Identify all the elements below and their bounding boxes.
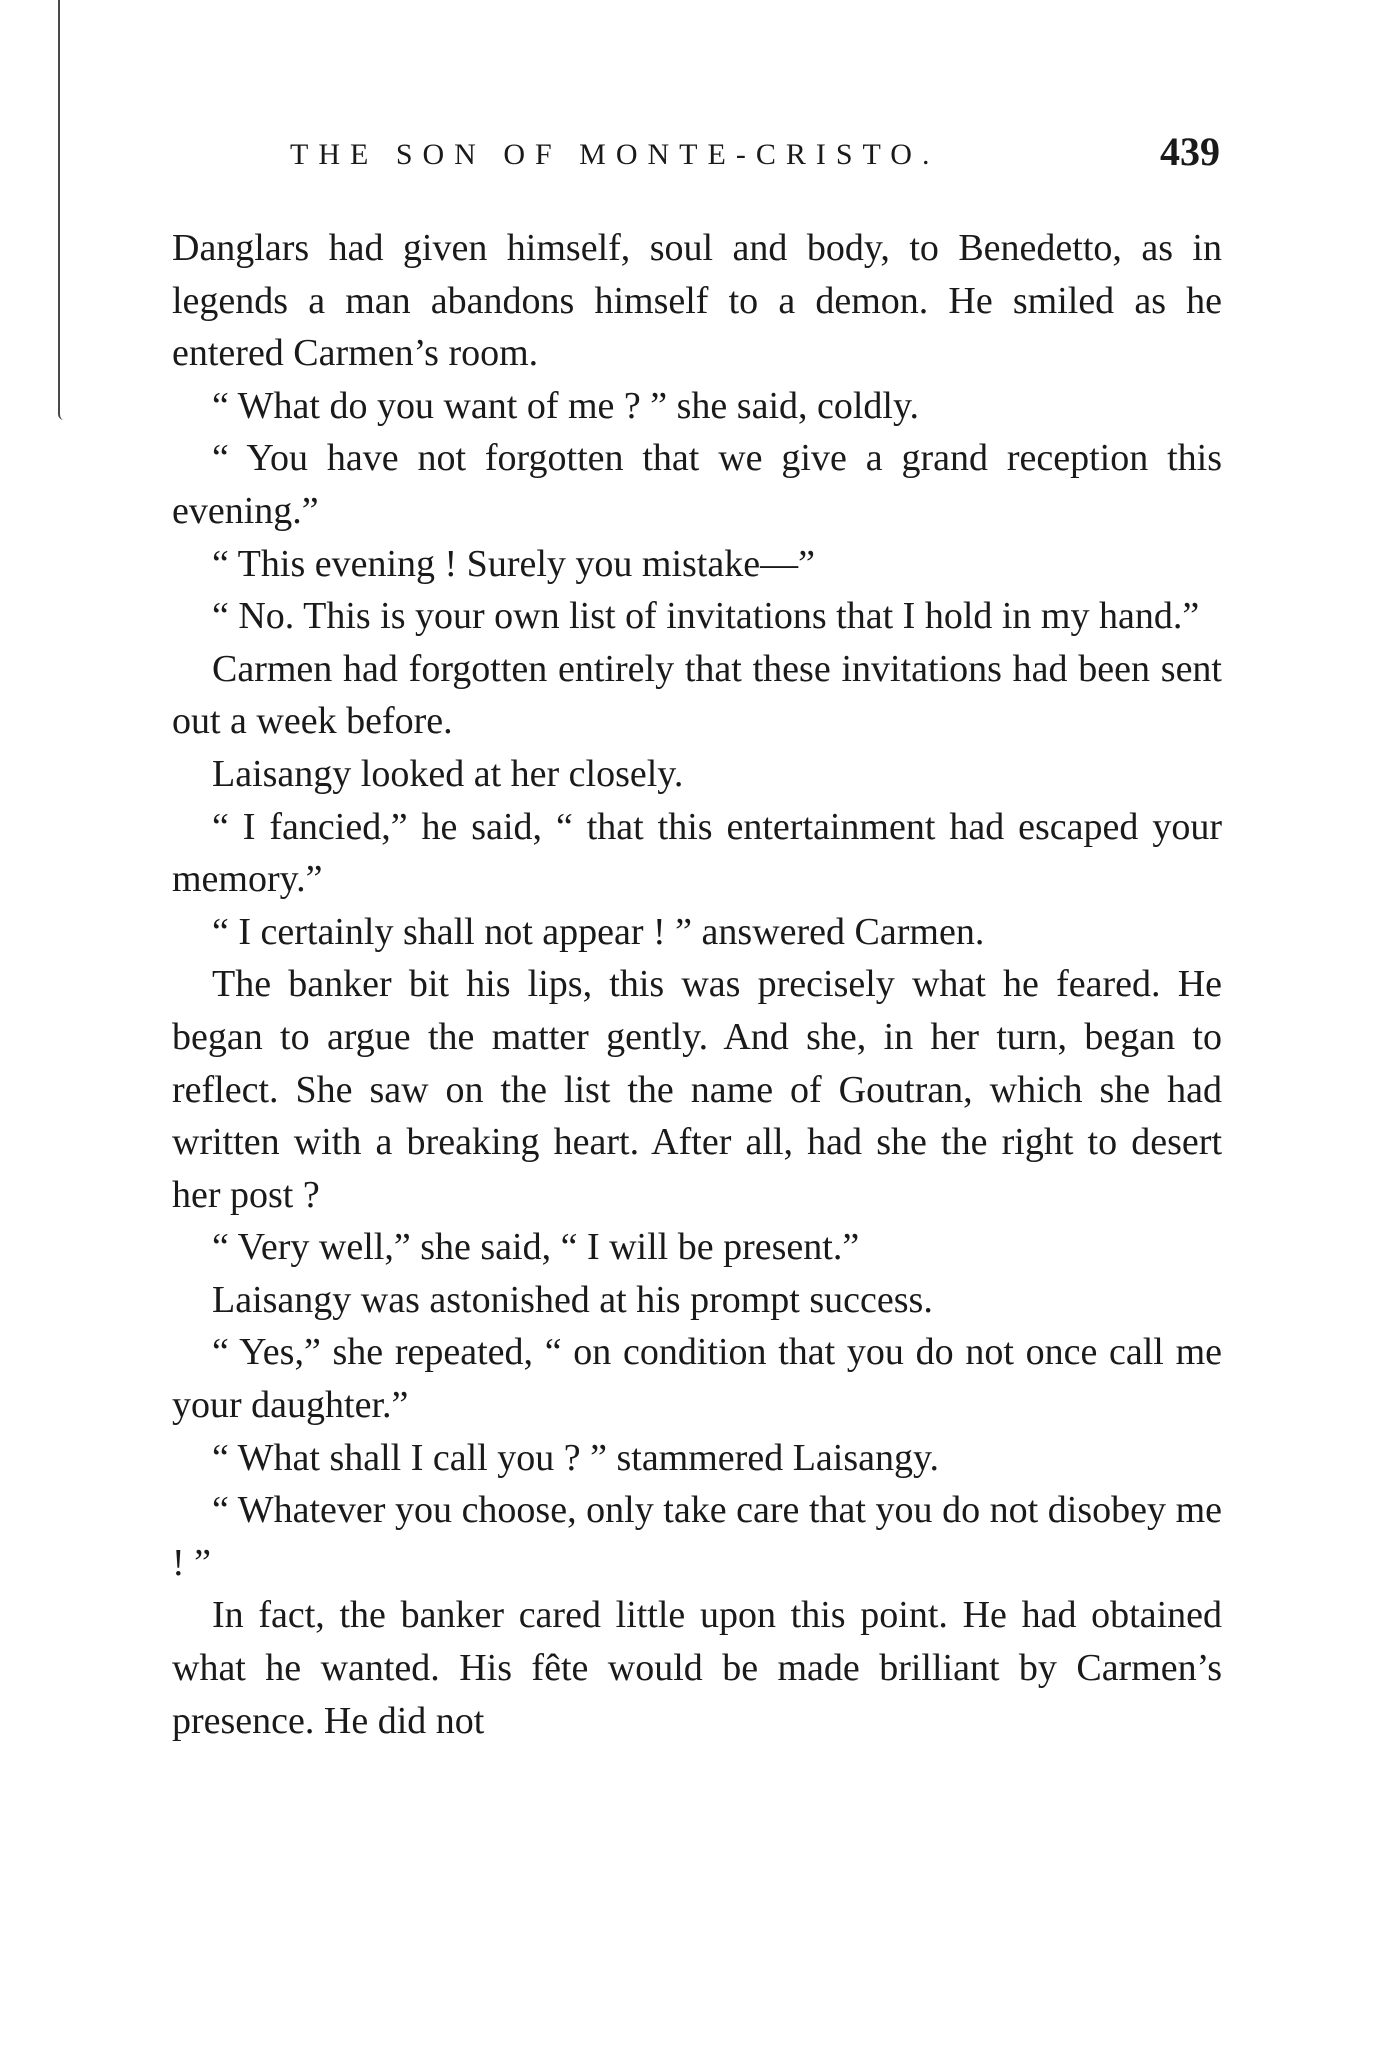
paragraph: Laisangy looked at her closely. — [212, 752, 684, 795]
paragraph: Danglars had given himself, soul and body, to Benedetto, as in legends a man abandons himself to a demon. He smiled as he entered Carmen’s room. — [172, 227, 1222, 375]
paragraph: “ What do you want of me ? ” she said, coldly. — [212, 384, 920, 427]
body-text — [172, 222, 1222, 1747]
paragraph: “ Whatever you choose, only take care that you do not disobey me ! ” — [172, 1489, 1222, 1584]
page-header — [290, 128, 1220, 178]
paragraph: “ I fancied,” he said, “ that this entertainment had escaped your memory.” — [172, 805, 1222, 901]
paragraph: “ I certainly shall not appear ! ” answered Carmen. — [212, 910, 985, 953]
paragraph: “ You have not forgotten that we give a grand reception this evening.” — [172, 437, 1222, 532]
paragraph: “ What shall I call you ? ” stammered Laisangy. — [212, 1436, 940, 1479]
paragraph: “ No. This is your own list of invitations that I hold in my hand.” — [212, 595, 1200, 638]
paragraph: In fact, the banker cared little upon this point. He had obtained what he wanted. His fête would be made brilliant by Carmen’s presence. He did not — [172, 1594, 1222, 1742]
paragraph: “ Very well,” she said, “ I will be present.” — [212, 1226, 860, 1269]
paragraph: “ This evening ! Surely you mistake—” — [212, 542, 815, 585]
page-number: 439 — [1160, 129, 1220, 174]
paragraph: Laisangy was astonished at his prompt success. — [212, 1278, 933, 1321]
running-title: THE SON OF MONTE-CRISTO. — [290, 138, 940, 171]
paragraph: “ Yes,” she repeated, “ on condition that you do not once call me your daughter.” — [172, 1331, 1222, 1427]
paragraph: Carmen had forgotten entirely that these invitations had been sent out a week before. — [172, 647, 1222, 743]
binding-shadow — [58, 0, 64, 420]
paragraph: The banker bit his lips, this was precisely what he feared. He began to argue the matter gently. And she, in her turn, began to reflect. She saw on the list the name of Goutran, which she had written with a breaking heart. After all, had she the right to desert her post ? — [172, 963, 1222, 1216]
